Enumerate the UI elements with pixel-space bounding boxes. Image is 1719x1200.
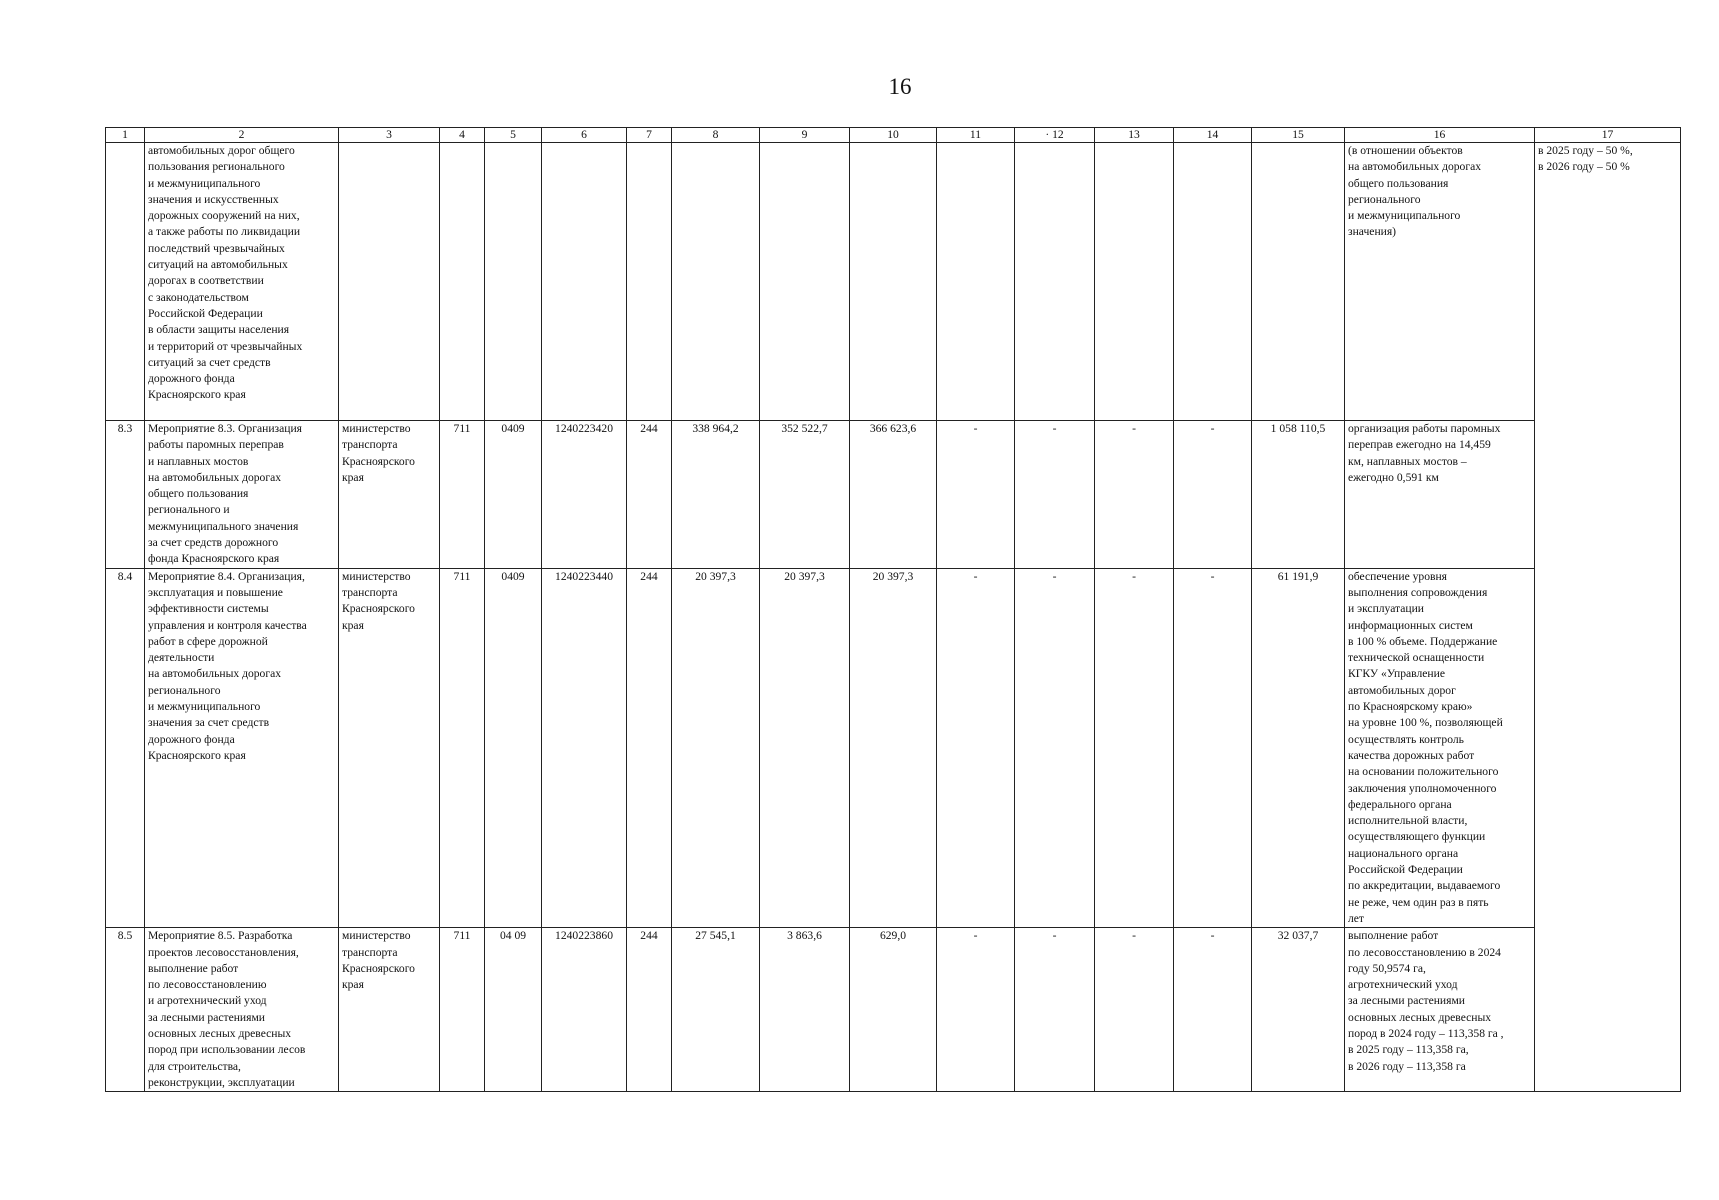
responsible-cell: министерство транспорта Красноярского края <box>339 421 440 569</box>
grbs-cell <box>440 143 485 421</box>
column-number-header-row <box>106 128 1681 143</box>
table-row-continuation <box>106 143 1681 421</box>
value-cell <box>937 143 1015 421</box>
value-cell <box>1015 143 1095 421</box>
column-header: 14 <box>1174 128 1252 143</box>
value-cell: 27 545,1 <box>672 928 760 1092</box>
value-cell: - <box>1174 568 1252 928</box>
column-header: 8 <box>672 128 760 143</box>
table-row <box>106 568 1681 928</box>
csr-cell <box>542 143 627 421</box>
value-cell: - <box>937 421 1015 569</box>
column-header: 5 <box>485 128 542 143</box>
column-header: 13 <box>1095 128 1174 143</box>
value-cell <box>760 143 850 421</box>
column-header: 6 <box>542 128 627 143</box>
value-cell: 20 397,3 <box>760 568 850 928</box>
column-header: 11 <box>937 128 1015 143</box>
total-cell: 61 191,9 <box>1252 568 1345 928</box>
rzpr-cell: 04 09 <box>485 928 542 1092</box>
activity-name-cell: Мероприятие 8.4. Организация, эксплуатация и повышение эффективности системы управления и контроля качества работ в сфере дорожной деятельности на автомобильных дорогах регионального и межмуниципального значения за счет средств дорожного фонда Красноярского края <box>145 568 339 928</box>
column-17-cell: в 2025 году – 50 %, в 2026 году – 50 % <box>1535 143 1681 1092</box>
value-cell: 20 397,3 <box>672 568 760 928</box>
value-cell: - <box>1015 928 1095 1092</box>
value-cell <box>1095 143 1174 421</box>
total-cell: 1 058 110,5 <box>1252 421 1345 569</box>
rzpr-cell: 0409 <box>485 568 542 928</box>
vr-cell: 244 <box>627 421 672 569</box>
vr-cell <box>627 143 672 421</box>
value-cell: - <box>1095 928 1174 1092</box>
program-activities-table <box>105 127 1681 1092</box>
total-cell: 32 037,7 <box>1252 928 1345 1092</box>
rzpr-cell <box>485 143 542 421</box>
column-header: 2 <box>145 128 339 143</box>
value-cell: - <box>937 568 1015 928</box>
vr-cell: 244 <box>627 928 672 1092</box>
grbs-cell: 711 <box>440 568 485 928</box>
csr-cell: 1240223860 <box>542 928 627 1092</box>
column-header: 1 <box>106 128 145 143</box>
expected-result-cell: организация работы паромных переправ ежегодно на 14,459 км, наплавных мостов – ежегодно 0,591 км <box>1345 421 1535 569</box>
expected-result-cell: обеспечение уровня выполнения сопровождения и эксплуатации информационных систем в 100 % объеме. Поддержание технической оснащенности КГКУ «Управление автомобильных дорог по Красноярскому краю» на уровне 100 %, позволяющей осуществлять контроль качества дорожных работ на основании положительного заключения уполномоченного федерального органа исполнительной власти, осуществляющего функции национального органа Российской Федерации по аккредитации, выдаваемого не реже, чем один раз в пять лет <box>1345 568 1535 928</box>
activity-name-cell: автомобильных дорог общего пользования регионального и межмуниципального значения и искусственных дорожных сооружений на них, а также работы по ликвидации последствий чрезвычайных ситуаций на автомобильных дорогах в соответствии с законодательством Российской Федерации в области защиты населения и территорий от чрезвычайных ситуаций за счет средств дорожного фонда Красноярского края <box>145 143 339 421</box>
value-cell: 338 964,2 <box>672 421 760 569</box>
row-number-cell: 8.5 <box>106 928 145 1092</box>
responsible-cell <box>339 143 440 421</box>
grbs-cell: 711 <box>440 421 485 569</box>
column-header: 4 <box>440 128 485 143</box>
table-row <box>106 928 1681 1092</box>
column-header: · 12 <box>1015 128 1095 143</box>
column-header: 17 <box>1535 128 1681 143</box>
page-number: 16 <box>888 74 912 99</box>
activity-name-cell: Мероприятие 8.5. Разработка проектов лесовосстановления, выполнение работ по лесовосстановлению и агротехнический уход за лесными растениями основных лесных древесных пород при использовании лесов для строительства, реконструкции, эксплуатации <box>145 928 339 1092</box>
total-cell <box>1252 143 1345 421</box>
expected-result-cell: (в отношении объектов на автомобильных дорогах общего пользования регионального и межмуниципального значения) <box>1345 143 1535 421</box>
column-header: 10 <box>850 128 937 143</box>
vr-cell: 244 <box>627 568 672 928</box>
value-cell: 352 522,7 <box>760 421 850 569</box>
value-cell: - <box>1015 568 1095 928</box>
value-cell: - <box>1015 421 1095 569</box>
value-cell: - <box>1095 421 1174 569</box>
column-header: 15 <box>1252 128 1345 143</box>
expected-result-cell: выполнение работ по лесовосстановлению в 2024 году 50,9574 га, агротехнический уход за лесными растениями основных лесных древесных пород в 2024 году – 113,358 га , в 2025 году – 113,358 га, в 2026 году – 113,358 га <box>1345 928 1535 1092</box>
activity-name-cell: Мероприятие 8.3. Организация работы паромных переправ и наплавных мостов на автомобильных дорогах общего пользования регионального и межмуниципального значения за счет средств дорожного фонда Красноярского края <box>145 421 339 569</box>
value-cell <box>850 143 937 421</box>
rzpr-cell: 0409 <box>485 421 542 569</box>
column-header: 3 <box>339 128 440 143</box>
csr-cell: 1240223420 <box>542 421 627 569</box>
responsible-cell: министерство транспорта Красноярского края <box>339 928 440 1092</box>
grbs-cell: 711 <box>440 928 485 1092</box>
value-cell: 629,0 <box>850 928 937 1092</box>
value-cell: 20 397,3 <box>850 568 937 928</box>
csr-cell: 1240223440 <box>542 568 627 928</box>
value-cell: 366 623,6 <box>850 421 937 569</box>
column-header: 9 <box>760 128 850 143</box>
row-number-cell: 8.4 <box>106 568 145 928</box>
value-cell: 3 863,6 <box>760 928 850 1092</box>
column-header: 16 <box>1345 128 1535 143</box>
column-header: 7 <box>627 128 672 143</box>
value-cell: - <box>1095 568 1174 928</box>
row-number-cell <box>106 143 145 421</box>
value-cell: - <box>937 928 1015 1092</box>
value-cell: - <box>1174 928 1252 1092</box>
responsible-cell: министерство транспорта Красноярского края <box>339 568 440 928</box>
table-row <box>106 421 1681 569</box>
value-cell: - <box>1174 421 1252 569</box>
value-cell <box>1174 143 1252 421</box>
value-cell <box>672 143 760 421</box>
row-number-cell: 8.3 <box>106 421 145 569</box>
